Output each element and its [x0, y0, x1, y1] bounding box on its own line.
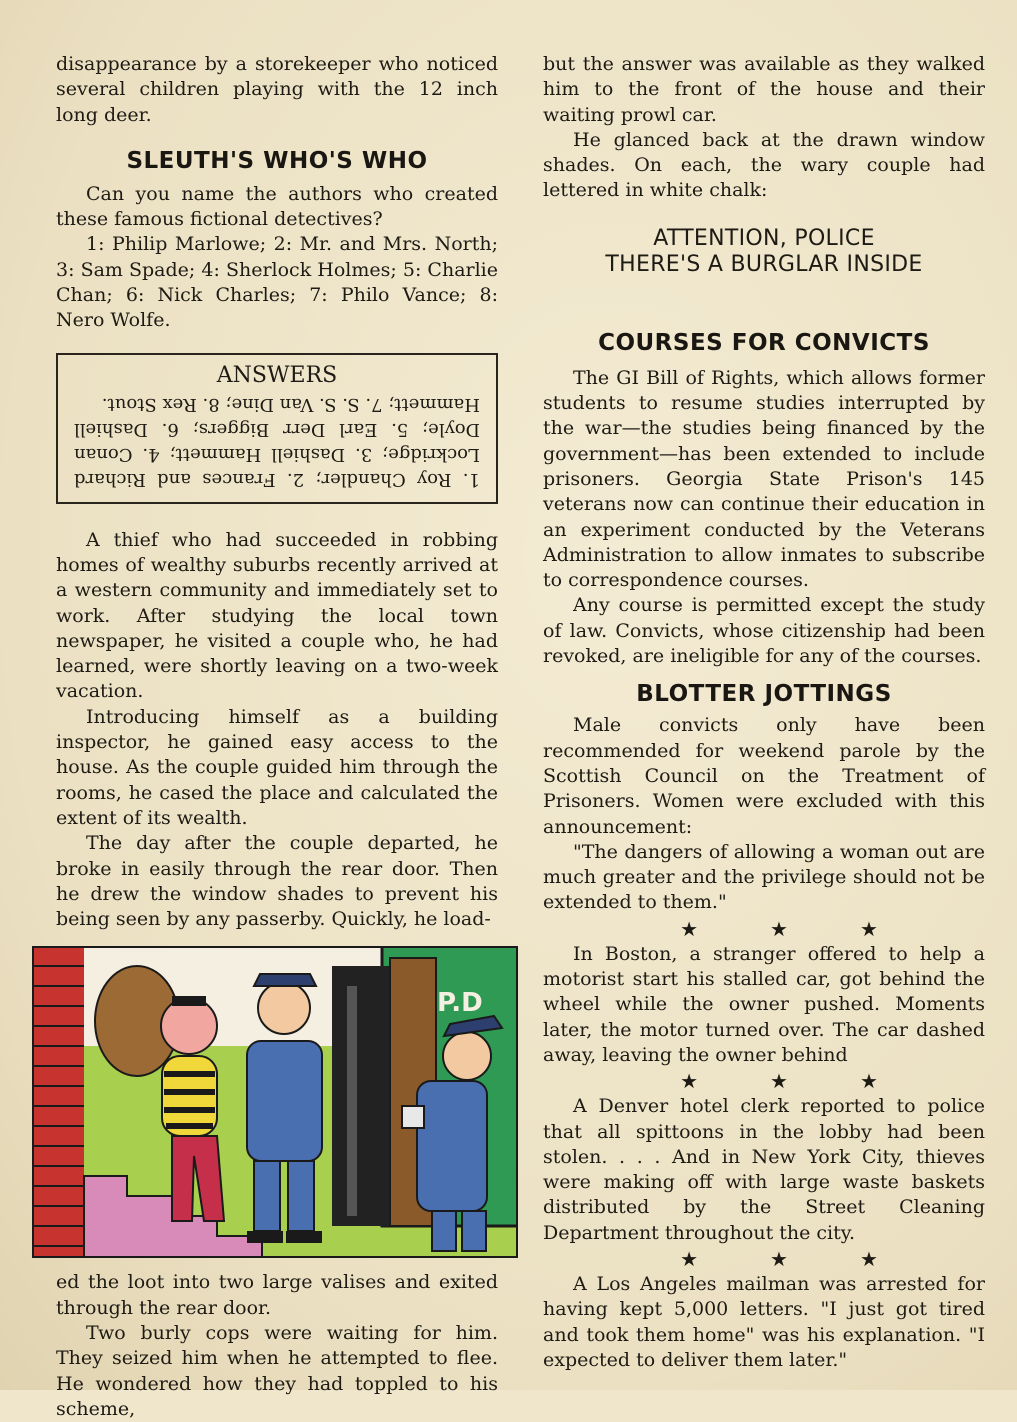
courses-heading: COURSES FOR CONVICTS	[598, 329, 930, 356]
thief-paragraph-3: The day after the couple departed, he broke in easily through the rear door. Then he drew the window shades to prevent his being seen by any passerby. Quickly, he load-	[56, 832, 498, 931]
star-divider-1	[573, 916, 985, 942]
star-divider-2	[573, 1068, 985, 1094]
star-icon: ★	[680, 1246, 699, 1271]
cop-1-head	[258, 982, 310, 1034]
cop-1-leg-left	[254, 1161, 280, 1231]
answers-upside-down-text: 1. Roy Chandler; 2. Frances and Richard Lockridge; 3. Dashiell Hammett; 4. Conan Doyle; 5. Earl Derr Biggers; 6. Dashiell Hammett; 7. S. S. Van Dine; 8. Rex Stout.	[74, 393, 480, 490]
thief-paragraph-1: A thief who had succeeded in robbing homes of wealthy suburbs recently arrived at a western community and immediately set to work. After studying the local town newspaper, he visited a couple who, he had learned, were shortly leaving on a two-week vacation.	[56, 528, 498, 703]
door-bars	[347, 986, 357, 1216]
thief-paragraph-5: He glanced back at the drawn window shades. On each, the wary couple had lettered in white chalk:	[543, 128, 985, 202]
thief-cap	[172, 996, 206, 1006]
dark-doorway	[332, 966, 392, 1226]
blotter-paragraph-5: A Los Angeles mailman was arrested for having kept 5,000 letters. "I just got tired and took them home" was his explanation. "I expected to deliver them later."	[543, 1272, 985, 1371]
cop-1-shoe-right	[286, 1231, 322, 1243]
star-divider-3	[573, 1246, 985, 1272]
sleuth-heading: SLEUTH'S WHO'S WHO	[126, 147, 428, 174]
answers-box	[56, 353, 498, 504]
blotter-paragraph-3: In Boston, a stranger offered to help a motorist start his stalled car, got behind the wheel while the owner pushed. Moments later, the motor turned over. The car dashed away, leaving the owner behind	[543, 942, 985, 1066]
pd-sign: P.D	[437, 988, 483, 1019]
cop-2-glove	[402, 1106, 424, 1128]
cop-1-leg-right	[288, 1161, 314, 1231]
cop-2-body	[417, 1081, 487, 1211]
thief-paragraph-2: Introducing himself as a building inspector, he gained easy access to the house. As the couple guided him through the rooms, he cased the place and calculated the extent of its wealth.	[56, 705, 498, 829]
right-column	[543, 52, 985, 1373]
star-icon: ★	[680, 916, 699, 941]
cartoon-illustration	[32, 946, 518, 1258]
left-column	[56, 52, 498, 1422]
sleuth-question: Can you name the authors who created these famous fictional detectives?	[56, 182, 498, 231]
blotter-paragraph-2: "The dangers of allowing a woman out are much greater and the privilege should not be extended to them."	[543, 840, 985, 914]
notice-line-1: ATTENTION, POLICE	[653, 225, 875, 251]
star-icon: ★	[770, 1069, 788, 1094]
cop-1-cap	[254, 974, 316, 986]
cop-2-leg-right	[462, 1211, 486, 1251]
brick-wall	[32, 946, 84, 1258]
star-icon: ★	[680, 1069, 699, 1094]
intro-paragraph: disappearance by a storekeeper who noticed several children playing with the 12 inch long deer.	[56, 53, 498, 126]
courses-paragraph-2: Any course is permitted except the study of law. Convicts, whose citizenship had been revoked, are ineligible for any of the courses.	[543, 594, 985, 668]
cop-2-leg-left	[432, 1211, 456, 1251]
thief-paragraph-4: Two burly cops were waiting for him. They seized him when he attempted to flee. He wondered how they had toppled to his scheme,	[56, 1322, 498, 1420]
courses-paragraph-1: The GI Bill of Rights, which allows former students to resume studies interrupted by the war—the studies being financed by the government—has been extended to include prisoners. Georgia State Prison's 145 veterans now can continue their education in an experiment conducted by the Veterans Administration to allow inmates to subscribe to correspondence courses.	[543, 366, 985, 592]
chalk-notice	[543, 226, 985, 278]
thief-paragraph-3-continued: ed the loot into two large valises and exited through the rear door.	[56, 1271, 498, 1319]
star-icon: ★	[859, 1069, 878, 1094]
star-icon: ★	[770, 916, 788, 941]
cop-1-shoe-left	[247, 1231, 283, 1243]
star-icon: ★	[770, 1246, 788, 1271]
answers-title: ANSWERS	[216, 362, 338, 388]
cop-2-head	[443, 1032, 491, 1080]
blotter-paragraph-1: Male convicts only have been recommended for weekend parole by the Scottish Council on the Treatment of Prisoners. Women were excluded with this announcement:	[543, 714, 985, 838]
star-icon: ★	[859, 916, 878, 941]
star-icon: ★	[859, 1246, 878, 1271]
thief-head	[161, 998, 217, 1054]
thief-continued: but the answer was available as they walked him to the front of the house and their waiting prowl car.	[543, 53, 985, 126]
blotter-heading: BLOTTER JOTTINGS	[636, 681, 892, 708]
notice-line-2: THERE'S A BURGLAR INSIDE	[605, 251, 923, 277]
blotter-paragraph-4: A Denver hotel clerk reported to police that all spittoons in the lobby had been stolen. . . . And in New York City, thieves were making off with large waste baskets distributed by the Street Cleaning Department throughout the city.	[543, 1095, 985, 1244]
cartoon-svg	[32, 946, 518, 1258]
sleuth-list: 1: Philip Marlowe; 2: Mr. and Mrs. North; 3: Sam Spade; 4: Sherlock Holmes; 5: Charlie Chan; 6: Nick Charles; 7: Philo Vance; 8: Nero Wolfe.	[56, 233, 498, 332]
cop-1-body	[247, 1041, 322, 1161]
